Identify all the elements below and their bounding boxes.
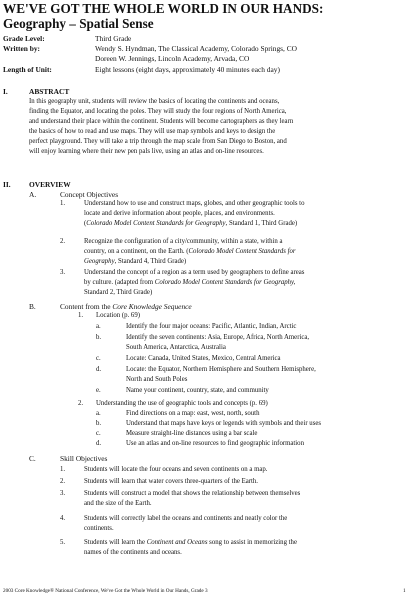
- length-label: Length of Unit:: [3, 65, 52, 74]
- item-number: 3.: [60, 490, 66, 497]
- title-line-2: Geography – Spatial Sense: [3, 16, 154, 31]
- abstract-line: will enjoy learning where their new pen pals live, using an atlas and on-line resources.: [29, 148, 264, 155]
- item-text: Understand how to use and construct maps, globes, and other geographic tools to: [84, 200, 305, 207]
- author-line: Doreen W. Jennings, Lincoln Academy, Arvada, CO: [95, 54, 250, 63]
- item-number: 1.: [60, 466, 66, 473]
- item-text: locate and derive information about people, places, and environments.: [84, 210, 275, 217]
- subsection-heading-concept: Concept Objectives: [60, 190, 119, 199]
- abstract-line: In this geography unit, students will review the basics of locating the continents and oceans,: [29, 98, 280, 105]
- section-numeral: II.: [3, 180, 11, 189]
- item-text: Locate: Canada, United States, Mexico, Central America: [126, 355, 281, 362]
- item-citation: Geography, Standard 4, Third Grade): [84, 258, 187, 265]
- section-numeral: I.: [3, 87, 8, 96]
- item-text: Students will learn that water covers three-quarters of the Earth.: [84, 478, 259, 485]
- subsection-letter: B.: [29, 302, 36, 311]
- subsection-heading-content: Content from the Core Knowledge Sequence: [60, 302, 192, 311]
- item-text: country, on a continent, on the Earth. (Colorado Model Content Standards for: [84, 248, 296, 255]
- item-text: Students will locate the four oceans and seven continents on a map.: [84, 466, 268, 473]
- item-text: Identify the four major oceans: Pacific, Atlantic, Indian, Arctic: [126, 323, 297, 330]
- item-letter: d.: [96, 366, 102, 373]
- item-text: Recognize the configuration of a city/community, within a state, within a: [84, 238, 283, 245]
- page-number: 1: [403, 588, 406, 594]
- item-number: 4.: [60, 515, 66, 522]
- item-letter: a.: [96, 323, 101, 330]
- item-text: Use an atlas and on-line resources to find geographic information: [126, 440, 304, 447]
- group-label: Location (p. 69): [96, 312, 140, 319]
- abstract-line: perfect playground. They will take a trip through the map scale from San Diego to Boston, and: [29, 138, 287, 145]
- item-letter: e.: [96, 387, 101, 394]
- item-letter: a.: [96, 410, 101, 417]
- written-label: Written by:: [3, 44, 41, 53]
- abstract-line: the basics of how to read and use maps. They will use map symbols and keys to design the: [29, 128, 276, 135]
- item-text: Students will learn the Continent and Oceans song to assist in memorizing the: [84, 539, 297, 546]
- subsection-letter: A.: [29, 190, 37, 199]
- item-text: Students will correctly label the oceans and continents and neatly color the: [84, 515, 288, 522]
- grade-value: Third Grade: [95, 34, 132, 43]
- length-value: Eight lessons (eight days, approximately 40 minutes each day): [95, 65, 280, 74]
- author-line: Wendy S. Hyndman, The Classical Academy, Colorado Springs, CO: [95, 44, 298, 53]
- item-text: Understand that maps have keys or legends with symbols and their uses: [126, 420, 321, 427]
- abstract-line: finding the Equator, and locating the poles. They will study the four regions of North America,: [29, 108, 287, 115]
- section-heading-abstract: ABSTRACT: [29, 87, 70, 96]
- item-letter: c.: [96, 355, 101, 362]
- grade-label: Grade Level:: [3, 34, 45, 43]
- item-text: continents.: [84, 525, 114, 532]
- item-number: 2.: [60, 478, 66, 485]
- item-text: names of the continents and oceans.: [84, 549, 182, 556]
- item-text: South America, Antarctica, Australia: [126, 344, 226, 351]
- subsection-letter: C.: [29, 454, 36, 463]
- item-text: by culture. (adapted from Colorado Model Content Standards for Geography,: [84, 279, 296, 286]
- item-citation: (Colorado Model Content Standards for Geography, Standard 1, Third Grade): [84, 220, 298, 227]
- group-number: 1.: [78, 312, 84, 319]
- item-number: 3.: [60, 269, 66, 276]
- item-text: Locate: the Equator, Northern Hemisphere and Southern Hemisphere,: [126, 366, 316, 373]
- item-letter: d.: [96, 440, 102, 447]
- item-number: 2.: [60, 238, 66, 245]
- item-letter: b.: [96, 420, 102, 427]
- item-text: Find directions on a map: east, west, north, south: [126, 410, 260, 417]
- item-text: Identify the seven continents: Asia, Europe, Africa, North America,: [126, 334, 310, 341]
- subsection-heading-skill: Skill Objectives: [60, 454, 108, 463]
- section-heading-overview: OVERVIEW: [29, 180, 71, 189]
- page-footer: 2003 Core Knowledge® National Conference, We've Got the Whole World in Our Hands, Grade 3: [3, 588, 208, 594]
- item-text: Students will construct a model that shows the relationship between themselves: [84, 490, 301, 497]
- item-text: North and South Poles: [126, 376, 188, 383]
- group-number: 2.: [78, 400, 84, 407]
- item-text: Name your continent, country, state, and community: [126, 387, 269, 394]
- item-text: Understand the concept of a region as a term used by geographers to define areas: [84, 269, 305, 276]
- item-text: Measure straight-line distances using a bar scale: [126, 430, 258, 437]
- item-letter: b.: [96, 334, 102, 341]
- item-number: 1.: [60, 200, 66, 207]
- title-line-1: WE'VE GOT THE WHOLE WORLD IN OUR HANDS:: [3, 1, 324, 16]
- item-number: 5.: [60, 539, 66, 546]
- item-text: and the size of the Earth.: [84, 500, 152, 507]
- item-text: Standard 2, Third Grade): [84, 289, 153, 296]
- item-letter: c.: [96, 430, 101, 437]
- group-label: Understanding the use of geographic tools and concepts (p. 69): [96, 400, 268, 407]
- abstract-line: and understand their place within the continent. Students will become cartographers as they learn: [29, 118, 294, 125]
